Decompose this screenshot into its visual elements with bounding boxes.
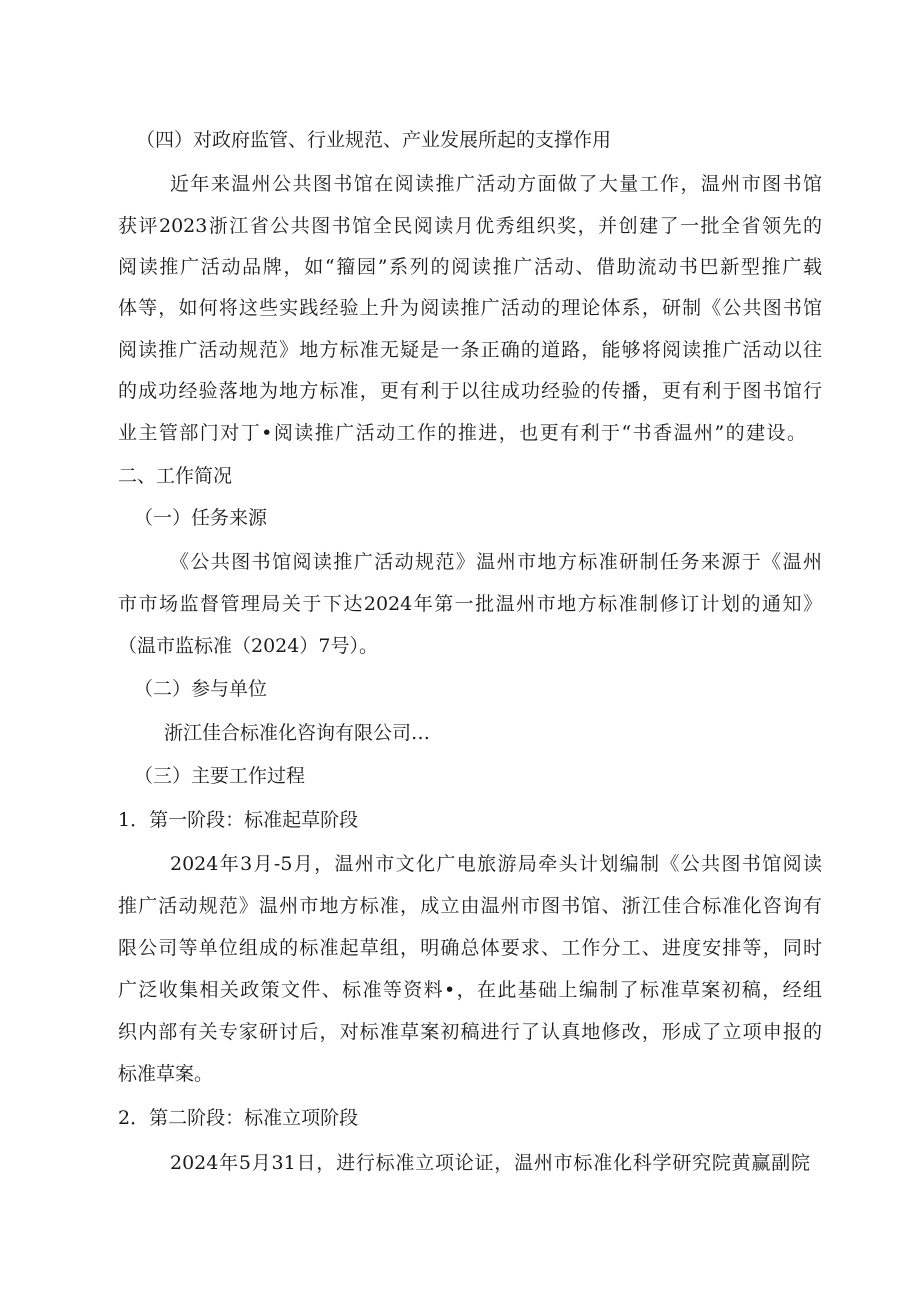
- paragraph-line: 近年来温州公共图书馆在阅读推广活动方面做了大量工作，温州市图书馆: [170, 173, 822, 195]
- paragraph-line: 市市场监督管理局关于下达2024年第一批温州市地方标准制修订计划的通知》: [118, 593, 822, 615]
- paragraph-line: 浙江佳合标准化咨询有限公司…: [164, 722, 431, 744]
- subsection-heading: 2．第二阶段：标准立项阶段: [118, 1107, 359, 1129]
- paragraph-line: 体等，如何将这些实践经验上升为阅读推广活动的理论体系，研制《公共图书馆: [118, 297, 822, 319]
- paragraph-line: 广泛收集相关政策文件、标准等资料•，在此基础上编制了标准草案初稿，经组: [118, 979, 822, 1001]
- section-heading: （四）对政府监管、行业规范、产业发展所起的支撑作用: [136, 129, 612, 151]
- paragraph-line: 推广活动规范》温州市地方标准，成立由温州市图书馆、浙江佳合标准化咨询有: [118, 895, 822, 917]
- paragraph-line: 获评2023浙江省公共图书馆全民阅读月优秀组织奖，并创建了一批全省领先的: [118, 215, 822, 237]
- paragraph-line: 《公共图书馆阅读推广活动规范》温州市地方标准研制任务来源于《温州: [170, 551, 822, 573]
- paragraph-line: 标准草案。: [118, 1063, 214, 1085]
- subsection-heading: 1．第一阶段：标准起草阶段: [118, 809, 359, 831]
- paragraph-line: 阅读推广活动规范》地方标准无疑是一条正确的道路，能够将阅读推广活动以往: [118, 339, 822, 361]
- paragraph-line: 织内部有关专家研讨后，对标准草案初稿进行了认真地修改，形成了立项申报的: [118, 1021, 822, 1043]
- section-heading: （三）主要工作过程: [134, 765, 306, 787]
- paragraph-line: 业主管部门对丁•阅读推广活动工作的推进，也更有利于“书香温州”的建设。: [118, 422, 806, 444]
- paragraph-line: 的成功经验落地为地方标准，更有利于以往成功经验的传播，更有利于图书馆行: [118, 380, 822, 402]
- paragraph-line: 2024年3月-5月，温州市文化广电旅游局牵头计划编制《公共图书馆阅读: [170, 853, 822, 875]
- paragraph-line: 阅读推广活动品牌，如“籀园”系列的阅读推广活动、借助流动书巴新型推广载: [118, 256, 822, 278]
- paragraph-line: （温市监标准（2024）7号）。: [118, 635, 378, 657]
- chapter-heading: 二、工作简况: [118, 465, 233, 487]
- paragraph-line: 2024年5月31日，进行标准立项论证，温州市标准化科学研究院黄赢副院: [170, 1152, 810, 1174]
- section-heading: （一）任务来源: [134, 507, 268, 529]
- paragraph-line: 限公司等单位组成的标准起草组，明确总体要求、工作分工、进度安排等，同时: [118, 937, 822, 959]
- section-heading: （二）参与单位: [134, 678, 268, 700]
